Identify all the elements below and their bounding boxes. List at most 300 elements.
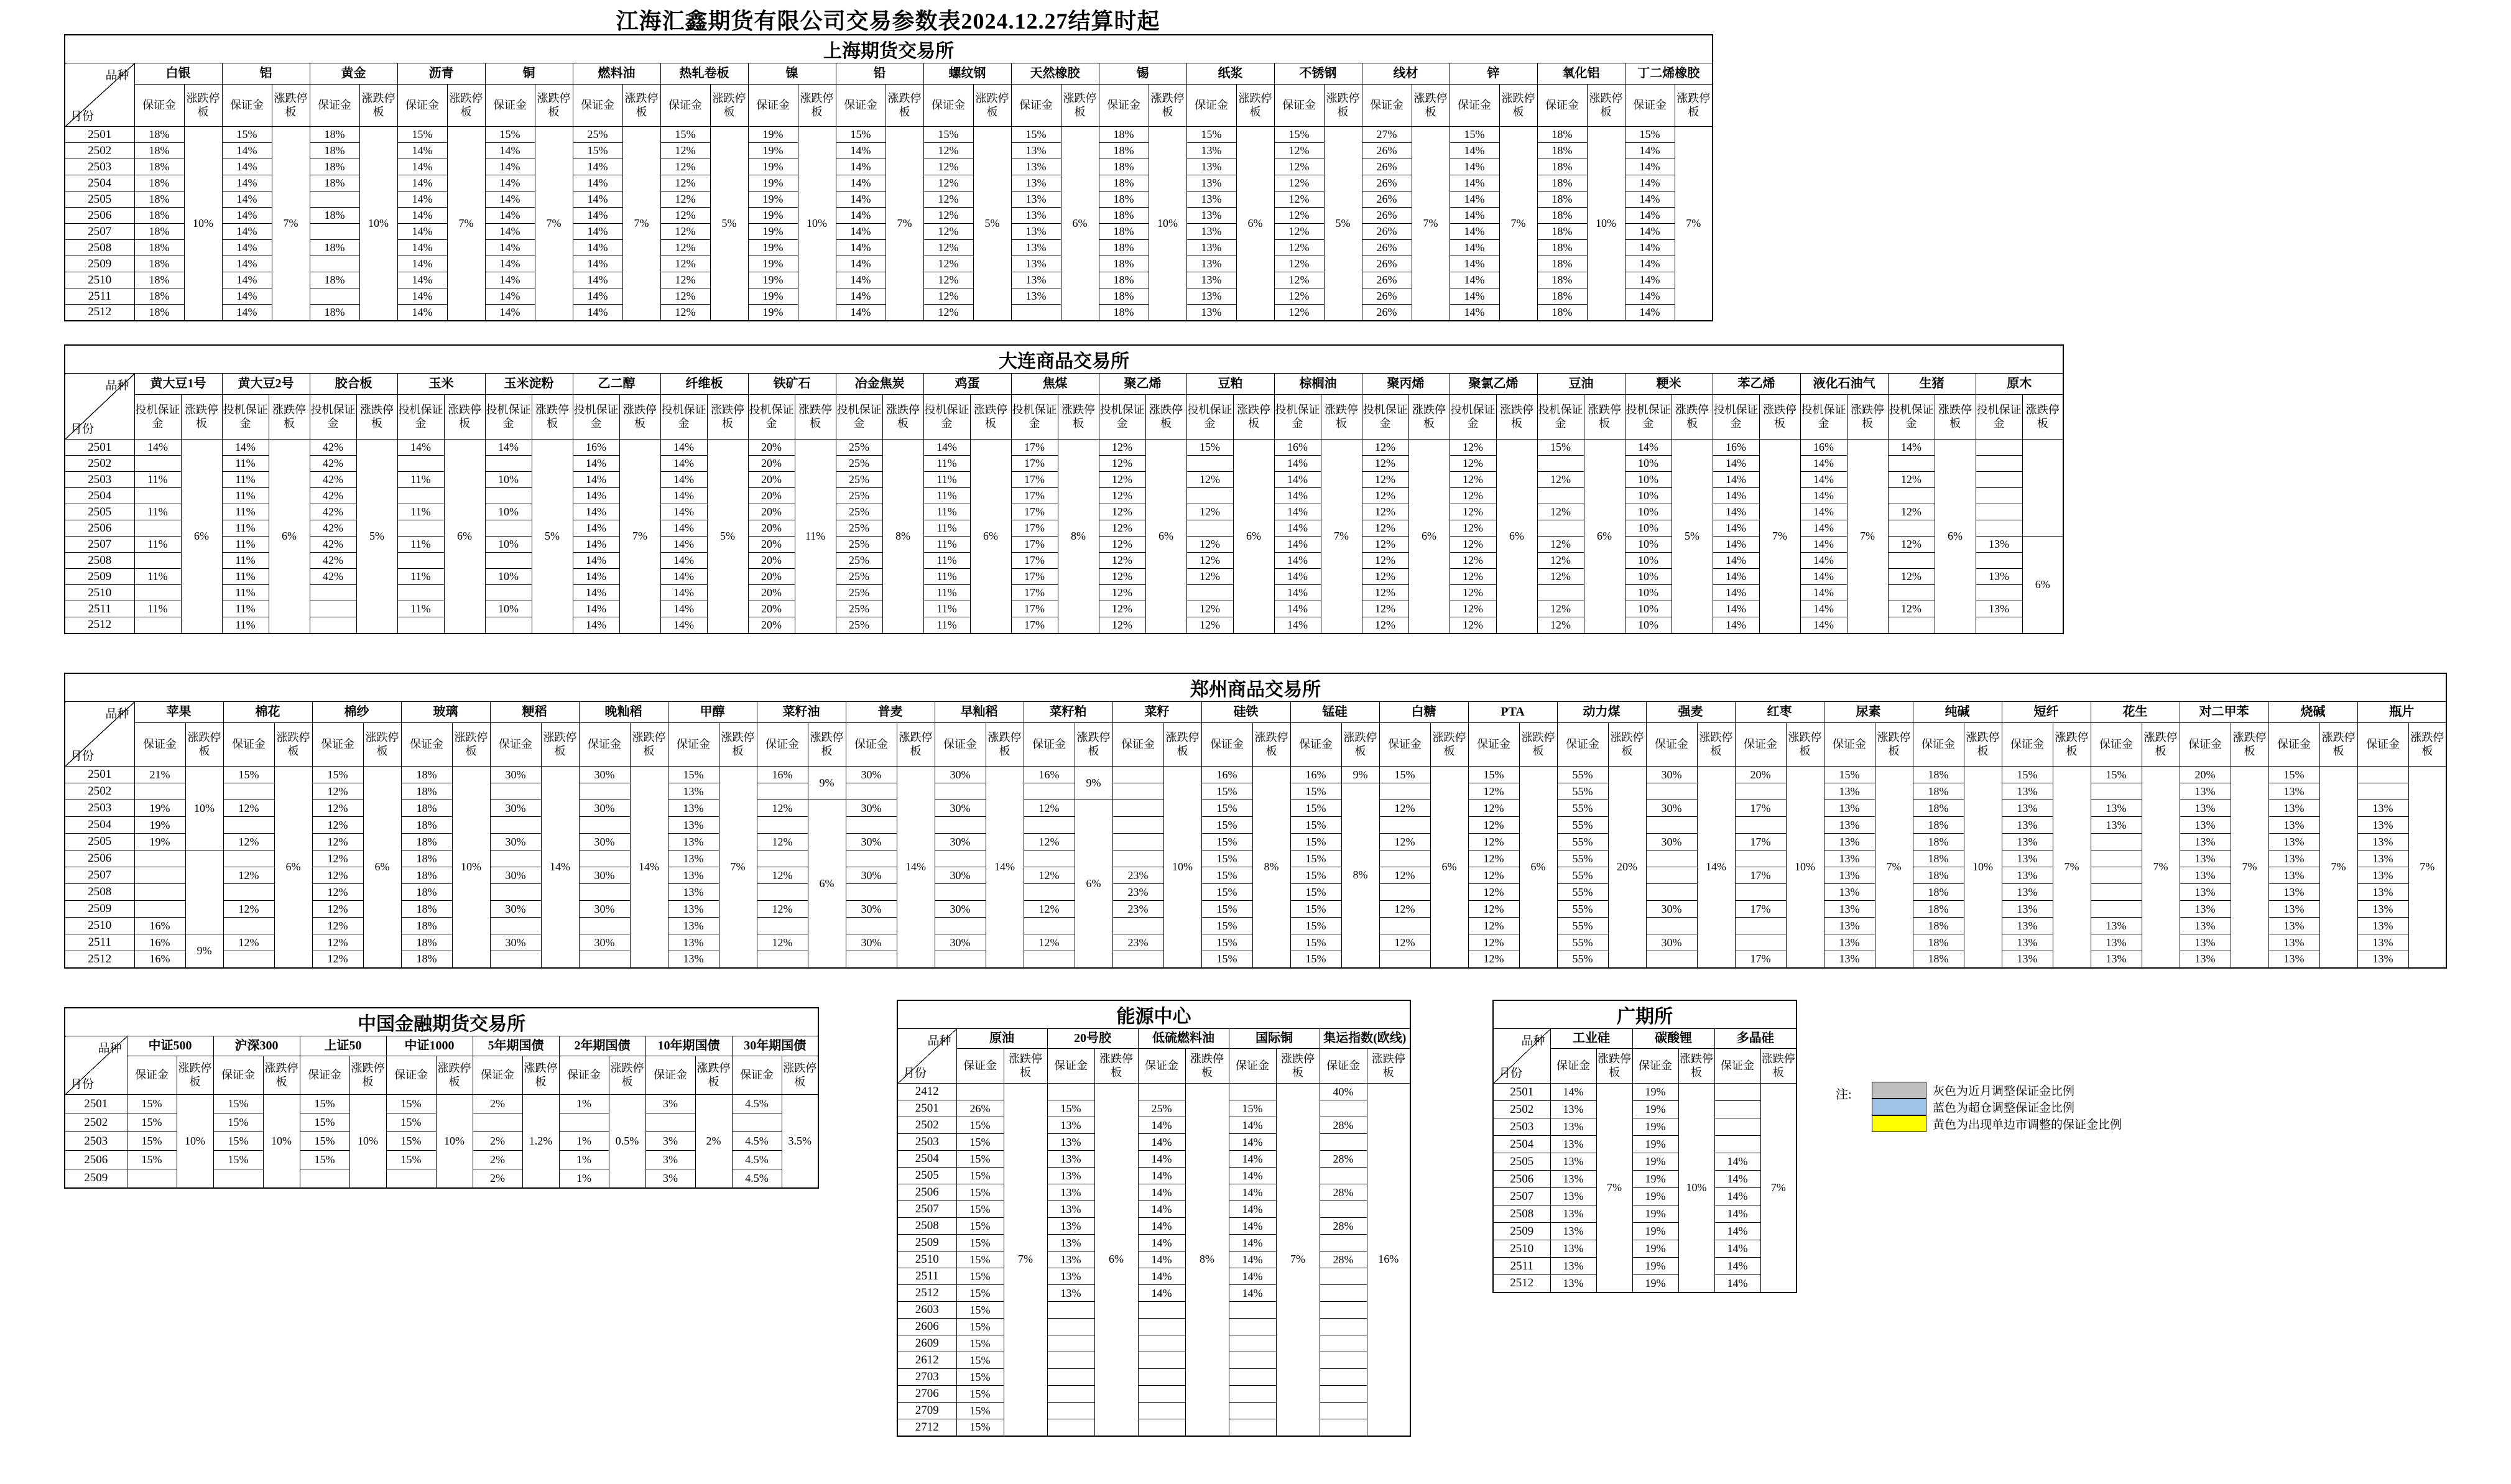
margin-cell: 10% (485, 569, 532, 585)
margin-cell (846, 918, 897, 934)
month-cell: 2502 (65, 456, 134, 472)
margin-cell: 13% (1186, 159, 1236, 175)
margin-cell: 12% (660, 208, 710, 224)
margin-cell: 12% (1274, 159, 1324, 175)
month-cell: 2506 (65, 520, 134, 537)
margin-cell: 13% (1011, 159, 1061, 175)
limit-header: 涨跌停板 (1233, 395, 1274, 440)
margin-cell: 18% (1099, 288, 1149, 305)
margin-cell: 19% (748, 288, 798, 305)
margin-header: 保证金 (1735, 723, 1786, 767)
margin-cell (223, 783, 274, 800)
margin-cell: 42% (310, 472, 356, 488)
margin-cell: 14% (1800, 617, 1847, 634)
limit-cell: 6% (1075, 800, 1112, 968)
margin-cell: 14% (222, 159, 272, 175)
limit-cell: 7% (2231, 767, 2268, 968)
limit-header: 涨跌停板 (274, 723, 312, 767)
limit-cell: 6% (1145, 440, 1186, 634)
margin-cell: 14% (222, 305, 272, 321)
month-cell: 2511 (65, 934, 134, 951)
margin-header: 投机保证金 (1274, 395, 1321, 440)
margin-cell (1888, 520, 1935, 537)
margin-cell: 25% (836, 601, 882, 617)
margin-cell: 15% (573, 143, 622, 159)
margin-cell: 14% (485, 240, 535, 256)
margin-cell: 25% (836, 553, 882, 569)
margin-cell: 30% (1646, 767, 1697, 783)
margin-cell: 14% (1450, 288, 1499, 305)
margin-cell: 13% (2180, 783, 2231, 800)
margin-header: 保证金 (645, 1056, 695, 1095)
margin-cell (1024, 850, 1075, 867)
margin-cell: 14% (1450, 305, 1499, 321)
product-header: 动力煤 (1557, 702, 1646, 723)
margin-cell: 14% (836, 224, 886, 240)
product-header: 天然橡胶 (1011, 63, 1099, 85)
margin-header: 保证金 (2268, 723, 2319, 767)
limit-header: 涨跌停板 (1408, 395, 1450, 440)
month-cell: 2509 (65, 569, 134, 585)
exchange-title: 中国金融期货交易所 (65, 1008, 818, 1036)
margin-cell: 12% (1186, 601, 1233, 617)
margin-cell: 18% (1099, 240, 1149, 256)
margin-cell: 14% (1450, 208, 1499, 224)
margin-cell (490, 783, 541, 800)
margin-cell: 12% (660, 224, 710, 240)
limit-header: 涨跌停板 (1678, 1049, 1714, 1084)
margin-cell: 12% (312, 884, 363, 901)
margin-cell: 42% (310, 520, 356, 537)
limit-cell: 7% (886, 127, 923, 321)
margin-cell: 13% (2002, 783, 2053, 800)
margin-cell (1229, 1386, 1276, 1403)
margin-cell: 13% (2002, 817, 2053, 834)
margin-cell: 13% (1550, 1171, 1596, 1188)
margin-cell: 12% (1024, 901, 1075, 918)
margin-cell: 14% (1800, 504, 1847, 520)
margin-cell: 13% (2268, 934, 2319, 951)
margin-cell: 14% (1274, 569, 1321, 585)
margin-cell (2091, 884, 2142, 901)
margin-cell: 4.5% (732, 1151, 782, 1169)
limit-header: 涨跌停板 (609, 1056, 645, 1095)
margin-cell: 14% (397, 272, 447, 288)
month-cell: 2706 (897, 1386, 956, 1403)
margin-cell: 14% (1274, 537, 1321, 553)
margin-cell: 17% (1011, 504, 1058, 520)
margin-cell: 13% (1550, 1136, 1596, 1153)
margin-cell (1379, 817, 1430, 834)
margin-cell (485, 553, 532, 569)
margin-cell: 14% (1625, 256, 1675, 272)
margin-cell: 14% (1229, 1134, 1276, 1151)
margin-header: 保证金 (1379, 723, 1430, 767)
margin-header: 投机保证金 (1362, 395, 1408, 440)
product-header: 丁二烯橡胶 (1625, 63, 1713, 85)
margin-cell: 14% (222, 208, 272, 224)
month-cell: 2503 (1493, 1118, 1550, 1136)
margin-cell: 13% (1047, 1268, 1094, 1285)
product-header: 纤维板 (660, 374, 748, 395)
margin-cell: 12% (923, 191, 973, 208)
month-cell: 2509 (65, 901, 134, 918)
margin-cell: 13% (2180, 850, 2231, 867)
month-cell: 2507 (65, 537, 134, 553)
margin-cell: 14% (660, 585, 707, 601)
margin-cell: 14% (1714, 1223, 1760, 1240)
margin-header: 保证金 (1550, 1049, 1596, 1084)
margin-cell: 15% (956, 1184, 1004, 1201)
margin-cell: 12% (1537, 504, 1584, 520)
product-header: 黄大豆1号 (134, 374, 222, 395)
margin-cell (846, 817, 897, 834)
margin-header: 保证金 (1824, 723, 1875, 767)
margin-cell: 14% (1274, 472, 1321, 488)
margin-cell: 14% (660, 472, 707, 488)
margin-cell: 14% (1713, 617, 1759, 634)
month-cell: 2603 (897, 1302, 956, 1319)
margin-cell: 14% (397, 288, 447, 305)
month-cell: 2506 (1493, 1171, 1550, 1188)
product-header: 硅铁 (1201, 702, 1290, 723)
margin-cell (1320, 1319, 1367, 1335)
margin-cell: 13% (2002, 901, 2053, 918)
margin-cell: 23% (1112, 867, 1163, 884)
limit-header: 涨跌停板 (897, 723, 935, 767)
margin-cell (1320, 1235, 1367, 1251)
product-header: 强麦 (1646, 702, 1735, 723)
margin-cell: 12% (1186, 472, 1233, 488)
limit-cell: 5% (707, 440, 748, 634)
margin-cell: 15% (1011, 127, 1061, 143)
margin-cell: 14% (1450, 191, 1499, 208)
limit-header: 涨跌停板 (1061, 85, 1099, 127)
margin-cell: 15% (1290, 834, 1341, 850)
product-header: 玉米 (397, 374, 485, 395)
limit-cell: 5% (356, 440, 397, 634)
margin-cell: 12% (312, 834, 363, 850)
month-cell: 2512 (65, 305, 134, 321)
margin-cell: 15% (923, 127, 973, 143)
margin-cell (485, 488, 532, 504)
margin-cell: 15% (127, 1113, 177, 1132)
margin-cell: 14% (836, 175, 886, 191)
product-header: 低硫燃料油 (1138, 1029, 1229, 1049)
margin-cell: 18% (1537, 272, 1587, 288)
margin-cell: 12% (1450, 488, 1496, 504)
margin-cell: 12% (1537, 472, 1584, 488)
margin-cell: 14% (660, 456, 707, 472)
margin-cell: 15% (300, 1151, 349, 1169)
margin-header: 投机保证金 (1537, 395, 1584, 440)
margin-header: 保证金 (1229, 1049, 1276, 1084)
corner-label-month: 月份 (70, 1078, 95, 1091)
margin-cell: 14% (485, 305, 535, 321)
margin-cell: 12% (1099, 553, 1145, 569)
margin-cell: 11% (222, 520, 269, 537)
margin-cell: 14% (1713, 601, 1759, 617)
margin-cell: 16% (134, 951, 185, 968)
limit-header: 涨跌停板 (2231, 723, 2268, 767)
limit-cell: 3.5% (782, 1095, 818, 1188)
margin-cell: 14% (1625, 224, 1675, 240)
product-header: 上证50 (300, 1036, 386, 1056)
margin-cell: 13% (1550, 1275, 1596, 1293)
margin-cell: 15% (386, 1132, 436, 1151)
margin-cell: 18% (1099, 224, 1149, 240)
margin-cell: 13% (668, 817, 719, 834)
month-cell: 2505 (65, 834, 134, 850)
margin-cell: 26% (1362, 240, 1412, 256)
limit-header: 涨跌停板 (363, 723, 401, 767)
margin-cell: 12% (1468, 867, 1519, 884)
month-cell: 2712 (897, 1419, 956, 1436)
margin-cell: 1% (559, 1095, 609, 1113)
margin-cell: 13% (2357, 884, 2408, 901)
margin-cell: 14% (397, 175, 447, 191)
margin-cell: 14% (660, 601, 707, 617)
margin-cell (1112, 767, 1163, 783)
margin-cell: 2% (473, 1169, 522, 1188)
margin-cell: 25% (836, 585, 882, 601)
margin-cell: 18% (1537, 175, 1587, 191)
margin-cell: 14% (1713, 488, 1759, 504)
margin-cell: 26% (1362, 143, 1412, 159)
margin-cell: 18% (1913, 850, 1964, 867)
margin-cell (1112, 834, 1163, 850)
margin-cell: 13% (2357, 850, 2408, 867)
margin-cell: 14% (573, 569, 619, 585)
product-header: 5年期国债 (473, 1036, 559, 1056)
margin-cell: 15% (1290, 901, 1341, 918)
margin-cell: 12% (1450, 601, 1496, 617)
margin-header: 保证金 (300, 1056, 349, 1095)
margin-cell: 19% (748, 143, 798, 159)
margin-cell (846, 951, 897, 968)
margin-cell: 30% (846, 767, 897, 783)
margin-cell: 14% (397, 208, 447, 224)
margin-cell: 13% (2268, 867, 2319, 884)
margin-cell: 18% (310, 175, 359, 191)
limit-cell: 6% (2022, 537, 2063, 634)
margin-cell: 14% (1138, 1235, 1185, 1251)
margin-cell: 13% (2002, 918, 2053, 934)
margin-cell: 14% (485, 159, 535, 175)
margin-cell: 13% (2268, 884, 2319, 901)
product-header: 尿素 (1824, 702, 1913, 723)
product-header: 黄金 (310, 63, 397, 85)
month-cell: 2510 (65, 918, 134, 934)
product-header: 棉花 (223, 702, 312, 723)
margin-cell: 15% (386, 1113, 436, 1132)
margin-cell: 13% (1047, 1201, 1094, 1218)
month-cell: 2612 (897, 1352, 956, 1369)
margin-header: 投机保证金 (1625, 395, 1672, 440)
margin-cell: 12% (1468, 783, 1519, 800)
margin-cell: 30% (846, 934, 897, 951)
margin-cell: 15% (956, 1134, 1004, 1151)
month-cell: 2507 (65, 867, 134, 884)
margin-cell: 12% (312, 867, 363, 884)
margin-cell (1646, 884, 1697, 901)
margin-cell: 12% (660, 272, 710, 288)
margin-cell: 11% (222, 504, 269, 520)
margin-cell: 18% (134, 143, 184, 159)
margin-cell: 25% (1138, 1100, 1185, 1117)
margin-cell (1229, 1419, 1276, 1436)
margin-cell: 15% (485, 127, 535, 143)
margin-cell (397, 456, 444, 472)
margin-cell: 12% (1468, 951, 1519, 968)
margin-cell: 12% (1099, 601, 1145, 617)
product-header: 铁矿石 (748, 374, 836, 395)
margin-cell: 12% (1468, 800, 1519, 817)
margin-cell (1138, 1335, 1185, 1352)
page-title: 江海汇鑫期货有限公司交易参数表2024.12.27结算时起 (616, 9, 1160, 34)
margin-cell: 14% (573, 553, 619, 569)
margin-cell (1537, 585, 1584, 601)
margin-cell (397, 488, 444, 504)
margin-cell: 13% (2180, 867, 2231, 884)
margin-cell: 20% (748, 553, 795, 569)
margin-cell: 17% (1011, 440, 1058, 456)
month-cell: 2504 (1493, 1136, 1550, 1153)
margin-cell (579, 918, 630, 934)
margin-cell: 13% (2002, 934, 2053, 951)
margin-cell: 19% (1632, 1188, 1678, 1205)
product-header: 玉米淀粉 (485, 374, 573, 395)
margin-header: 保证金 (2091, 723, 2142, 767)
exchange-table-gfex (1492, 1000, 1797, 1293)
margin-cell (1646, 951, 1697, 968)
exchange-table-shfe (64, 34, 1713, 321)
margin-cell: 12% (1450, 553, 1496, 569)
margin-cell: 12% (1888, 472, 1935, 488)
margin-cell (1976, 617, 2022, 634)
margin-cell: 15% (1290, 817, 1341, 834)
margin-cell: 15% (397, 127, 447, 143)
margin-cell: 16% (1274, 440, 1321, 456)
margin-cell: 12% (1362, 504, 1408, 520)
margin-cell: 18% (1099, 305, 1149, 321)
margin-cell: 11% (222, 456, 269, 472)
margin-cell: 26% (1362, 191, 1412, 208)
limit-cell: 10% (185, 767, 223, 850)
margin-cell: 15% (2091, 767, 2142, 783)
limit-header: 涨跌停板 (1321, 395, 1362, 440)
product-header: 中证500 (127, 1036, 213, 1056)
margin-cell: 30% (935, 767, 986, 783)
margin-cell: 19% (134, 800, 185, 817)
margin-cell: 11% (397, 472, 444, 488)
limit-cell: 7% (1875, 767, 1913, 968)
margin-cell: 12% (1099, 537, 1145, 553)
margin-cell: 13% (1011, 224, 1061, 240)
margin-cell: 13% (1550, 1240, 1596, 1258)
margin-cell: 19% (1632, 1171, 1678, 1188)
margin-cell: 15% (1201, 850, 1252, 867)
margin-cell: 13% (1186, 175, 1236, 191)
margin-cell: 15% (1450, 127, 1499, 143)
margin-cell (579, 783, 630, 800)
margin-cell: 13% (668, 951, 719, 968)
margin-cell (490, 817, 541, 834)
margin-cell: 15% (1290, 800, 1341, 817)
margin-cell: 13% (2180, 884, 2231, 901)
margin-cell: 14% (1450, 159, 1499, 175)
margin-cell: 14% (397, 143, 447, 159)
margin-cell: 12% (757, 867, 808, 884)
margin-cell: 17% (1011, 585, 1058, 601)
margin-cell: 30% (579, 934, 630, 951)
limit-header: 涨跌停板 (1430, 723, 1468, 767)
margin-cell: 13% (1550, 1223, 1596, 1240)
margin-cell (2091, 901, 2142, 918)
margin-cell: 16% (1201, 767, 1252, 783)
margin-cell: 14% (1274, 617, 1321, 634)
margin-cell: 11% (923, 520, 970, 537)
limit-header: 涨跌停板 (1672, 395, 1713, 440)
margin-cell (1024, 918, 1075, 934)
limit-cell: 10% (1587, 127, 1625, 321)
limit-cell: 7% (1596, 1084, 1632, 1293)
margin-cell: 13% (2002, 951, 2053, 968)
margin-cell: 17% (1011, 456, 1058, 472)
margin-cell: 12% (1362, 456, 1408, 472)
limit-cell: 20% (1608, 767, 1646, 968)
margin-cell: 13% (1186, 143, 1236, 159)
margin-cell: 14% (660, 617, 707, 634)
limit-cell: 7% (1675, 127, 1713, 321)
margin-cell: 15% (956, 1302, 1004, 1319)
margin-cell: 15% (1290, 918, 1341, 934)
product-header: 苹果 (134, 702, 223, 723)
margin-cell: 13% (2357, 918, 2408, 934)
margin-cell: 25% (573, 127, 622, 143)
margin-cell: 13% (1186, 288, 1236, 305)
margin-cell: 18% (134, 127, 184, 143)
margin-cell: 15% (127, 1095, 177, 1113)
margin-cell: 26% (1362, 272, 1412, 288)
margin-cell: 20% (748, 569, 795, 585)
margin-cell (1112, 850, 1163, 867)
margin-cell: 14% (485, 224, 535, 240)
product-header: 多晶硅 (1714, 1029, 1797, 1049)
product-header: 10年期国债 (645, 1036, 732, 1056)
margin-cell (1976, 472, 2022, 488)
margin-cell (1186, 520, 1233, 537)
margin-cell: 12% (660, 143, 710, 159)
month-cell: 2511 (65, 601, 134, 617)
product-header: 豆油 (1537, 374, 1625, 395)
margin-cell: 15% (660, 127, 710, 143)
margin-cell: 13% (1976, 537, 2022, 553)
legend-rows (1872, 1082, 2122, 1132)
margin-cell: 13% (2091, 817, 2142, 834)
margin-cell: 30% (490, 867, 541, 884)
margin-cell: 13% (2268, 817, 2319, 834)
margin-cell: 13% (2091, 918, 2142, 934)
margin-cell: 15% (213, 1113, 263, 1132)
margin-cell: 12% (923, 256, 973, 272)
margin-header: 保证金 (1011, 85, 1061, 127)
margin-cell (397, 520, 444, 537)
margin-cell: 18% (1537, 208, 1587, 224)
margin-cell: 15% (1229, 1100, 1276, 1117)
margin-cell: 16% (573, 440, 619, 456)
margin-cell: 19% (1632, 1258, 1678, 1275)
